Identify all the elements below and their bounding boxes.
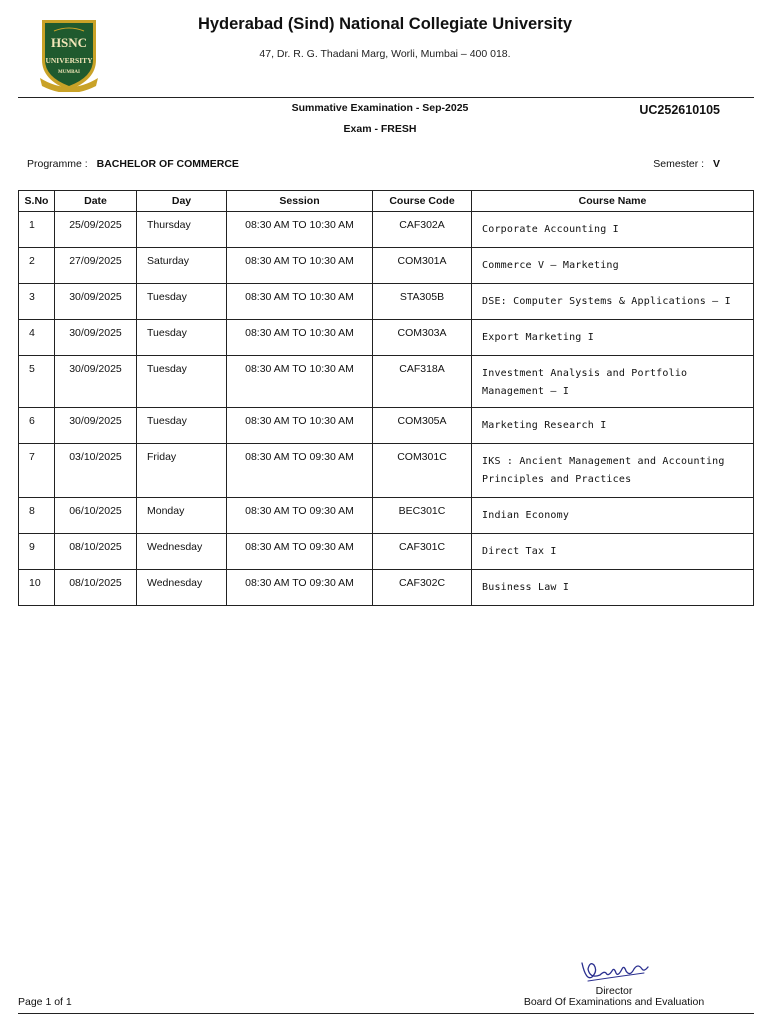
- cell-sno: 8: [19, 498, 55, 534]
- table-row: [19, 408, 754, 444]
- cell-course-code: STA305B: [373, 284, 472, 320]
- header-course-name: Course Name: [472, 191, 754, 212]
- exam-document-id: UC252610105: [639, 103, 720, 117]
- cell-date: 30/09/2025: [55, 284, 137, 320]
- page-number: Page 1 of 1: [18, 996, 72, 1008]
- semester-label: Semester :: [653, 158, 705, 170]
- cell-course-code: CAF302C: [373, 570, 472, 606]
- table-row: [19, 356, 754, 408]
- cell-course-name: Corporate Accounting I: [472, 212, 754, 248]
- cell-day: Tuesday: [137, 408, 227, 444]
- table-row: [19, 212, 754, 248]
- semester-value: V: [712, 158, 720, 170]
- signatory-title: Director: [595, 985, 633, 997]
- cell-sno: 3: [19, 284, 55, 320]
- cell-session: 08:30 AM TO 10:30 AM: [227, 248, 373, 284]
- cell-course-code: COM303A: [373, 320, 472, 356]
- footer-divider: [18, 1013, 754, 1014]
- cell-course-code: CAF318A: [373, 356, 472, 408]
- cell-day: Tuesday: [137, 356, 227, 408]
- university-name: Hyderabad (Sind) National Collegiate University: [197, 15, 573, 33]
- cell-course-code: CAF301C: [373, 534, 472, 570]
- logo-text-mumbai: MUMBAI: [58, 70, 80, 75]
- cell-date: 30/09/2025: [55, 320, 137, 356]
- table-row: [19, 284, 754, 320]
- semester-row: [653, 158, 720, 170]
- cell-course-name: Indian Economy: [472, 498, 754, 534]
- header-divider: [18, 97, 754, 98]
- table-row: [19, 534, 754, 570]
- cell-day: Tuesday: [137, 284, 227, 320]
- cell-sno: 2: [19, 248, 55, 284]
- table-row: [19, 248, 754, 284]
- cell-day: Wednesday: [137, 534, 227, 570]
- cell-sno: 9: [19, 534, 55, 570]
- cell-course-name: Commerce V – Marketing: [472, 248, 754, 284]
- signatory-board: Board Of Examinations and Evaluation: [523, 996, 705, 1008]
- cell-session: 08:30 AM TO 10:30 AM: [227, 212, 373, 248]
- table-row: [19, 498, 754, 534]
- cell-course-code: COM301A: [373, 248, 472, 284]
- cell-course-code: CAF302A: [373, 212, 472, 248]
- programme-row: [27, 158, 239, 170]
- cell-session: 08:30 AM TO 10:30 AM: [227, 356, 373, 408]
- cell-course-name: Direct Tax I: [472, 534, 754, 570]
- cell-session: 08:30 AM TO 10:30 AM: [227, 284, 373, 320]
- table-row: [19, 444, 754, 498]
- header-course-code: Course Code: [373, 191, 472, 212]
- cell-course-code: BEC301C: [373, 498, 472, 534]
- table-row: [19, 320, 754, 356]
- logo-text-hsnc: HSNC: [50, 35, 88, 50]
- cell-session: 08:30 AM TO 09:30 AM: [227, 570, 373, 606]
- cell-sno: 1: [19, 212, 55, 248]
- director-signature-icon: [578, 955, 650, 987]
- cell-session: 08:30 AM TO 09:30 AM: [227, 444, 373, 498]
- cell-sno: 5: [19, 356, 55, 408]
- exam-type: Exam - FRESH: [343, 123, 417, 135]
- cell-sno: 7: [19, 444, 55, 498]
- cell-course-code: COM301C: [373, 444, 472, 498]
- cell-course-name: DSE: Computer Systems & Applications – I: [472, 284, 754, 320]
- cell-sno: 10: [19, 570, 55, 606]
- logo-text-university: UNIVERSITY: [45, 56, 93, 65]
- cell-day: Thursday: [137, 212, 227, 248]
- cell-course-name: IKS : Ancient Management and Accounting Principles and Practices: [472, 444, 754, 498]
- cell-session: 08:30 AM TO 09:30 AM: [227, 498, 373, 534]
- cell-date: 27/09/2025: [55, 248, 137, 284]
- table-row: [19, 570, 754, 606]
- programme-label: Programme :: [27, 158, 88, 170]
- cell-date: 08/10/2025: [55, 534, 137, 570]
- cell-date: 03/10/2025: [55, 444, 137, 498]
- cell-day: Wednesday: [137, 570, 227, 606]
- cell-day: Saturday: [137, 248, 227, 284]
- cell-course-code: COM305A: [373, 408, 472, 444]
- cell-day: Tuesday: [137, 320, 227, 356]
- cell-sno: 6: [19, 408, 55, 444]
- exam-title: Summative Examination - Sep-2025: [291, 102, 469, 114]
- header-sno: S.No: [19, 191, 55, 212]
- cell-date: 30/09/2025: [55, 356, 137, 408]
- cell-date: 30/09/2025: [55, 408, 137, 444]
- header-session: Session: [227, 191, 373, 212]
- cell-course-name: Business Law I: [472, 570, 754, 606]
- exam-schedule-table: [18, 190, 754, 606]
- programme-value: BACHELOR OF COMMERCE: [96, 158, 239, 170]
- university-address: 47, Dr. R. G. Thadani Marg, Worli, Mumbai – 400 018.: [259, 48, 511, 60]
- cell-date: 25/09/2025: [55, 212, 137, 248]
- cell-course-name: Investment Analysis and Portfolio Management – I: [472, 356, 754, 408]
- header-date: Date: [55, 191, 137, 212]
- cell-day: Monday: [137, 498, 227, 534]
- cell-date: 08/10/2025: [55, 570, 137, 606]
- cell-session: 08:30 AM TO 10:30 AM: [227, 320, 373, 356]
- header-day: Day: [137, 191, 227, 212]
- table-header-row: [19, 191, 754, 212]
- cell-session: 08:30 AM TO 09:30 AM: [227, 534, 373, 570]
- cell-sno: 4: [19, 320, 55, 356]
- cell-date: 06/10/2025: [55, 498, 137, 534]
- cell-session: 08:30 AM TO 10:30 AM: [227, 408, 373, 444]
- cell-day: Friday: [137, 444, 227, 498]
- cell-course-name: Marketing Research I: [472, 408, 754, 444]
- cell-course-name: Export Marketing I: [472, 320, 754, 356]
- university-logo-icon: [36, 16, 102, 92]
